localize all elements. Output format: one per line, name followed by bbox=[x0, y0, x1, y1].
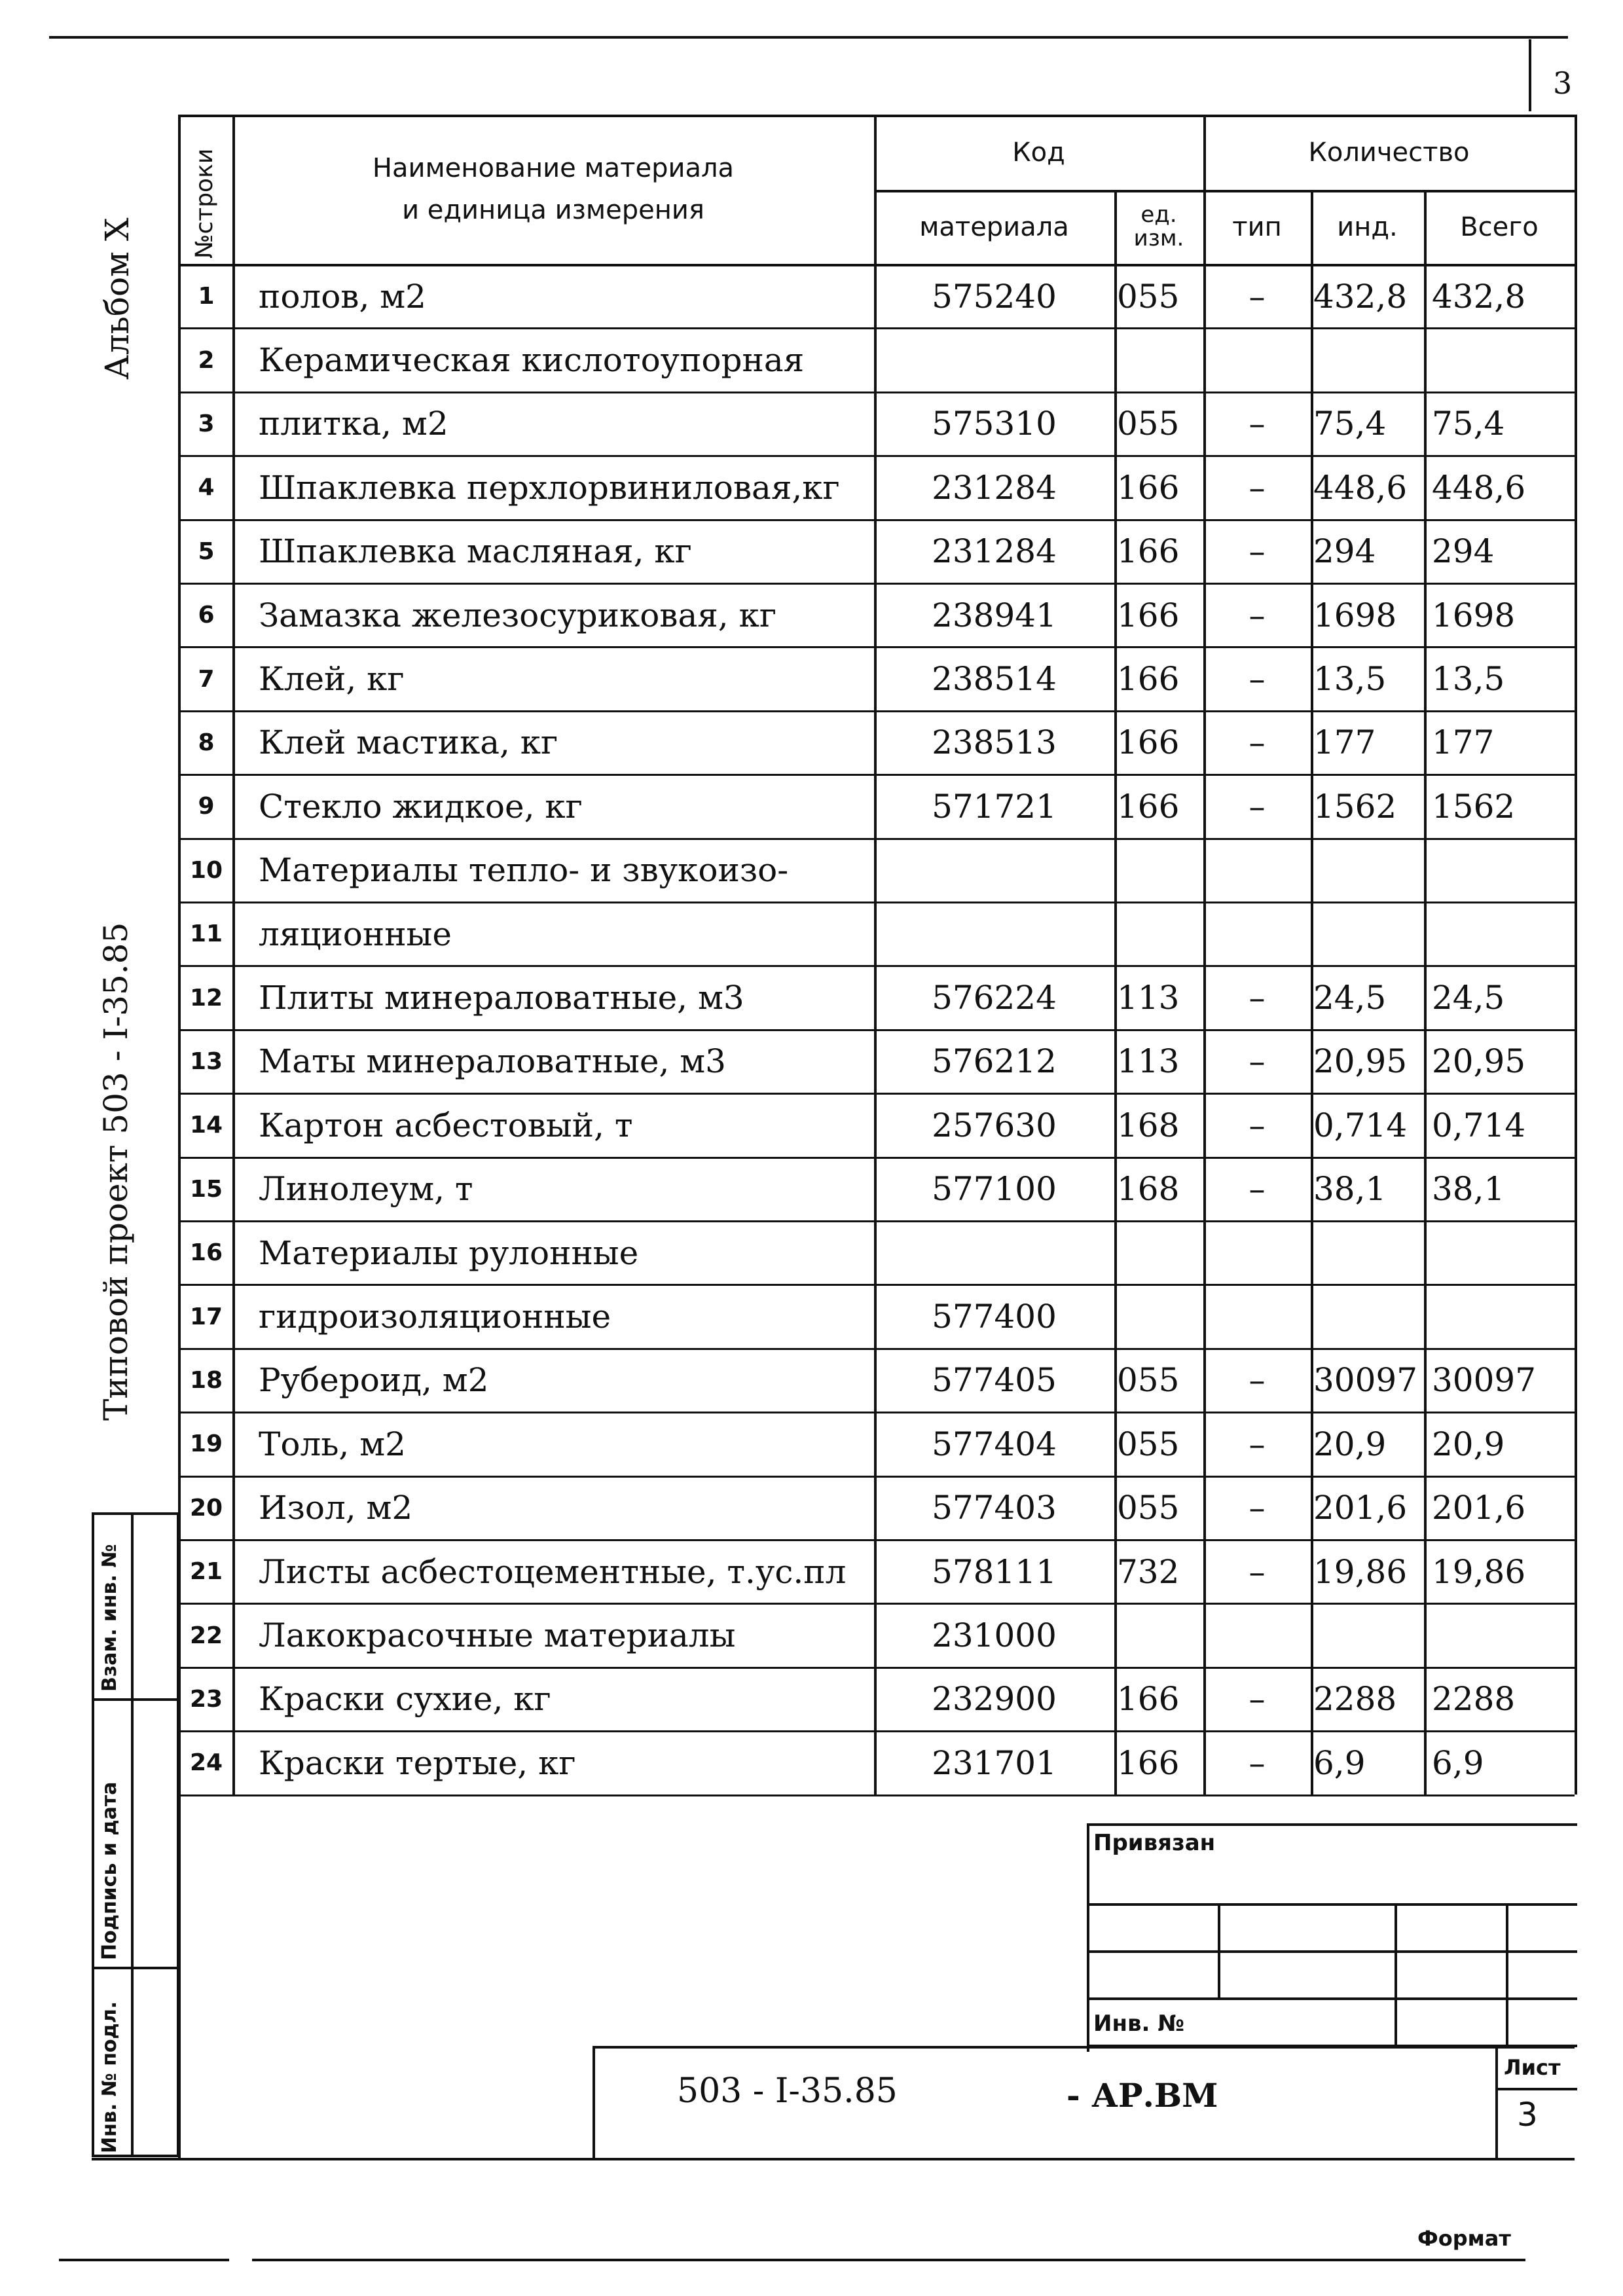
row-type bbox=[1203, 903, 1311, 965]
row-ind: 448,6 bbox=[1313, 468, 1408, 507]
header-quantity: Количество bbox=[1308, 137, 1470, 168]
row-code: 231284 bbox=[932, 468, 1057, 507]
row-total: 75,4 bbox=[1432, 405, 1505, 443]
row-ind: 20,9 bbox=[1313, 1425, 1387, 1463]
row-code bbox=[874, 1222, 1114, 1284]
row-type: – bbox=[1249, 660, 1266, 699]
row-unit: 055 bbox=[1117, 1361, 1180, 1400]
row-ind: 177 bbox=[1313, 723, 1376, 762]
row-type bbox=[1203, 839, 1311, 902]
row-total: 24,5 bbox=[1432, 979, 1505, 1017]
row-type: – bbox=[1249, 1106, 1266, 1144]
row-total bbox=[1432, 1285, 1575, 1347]
row-code bbox=[874, 903, 1114, 965]
row-total: 177 bbox=[1432, 723, 1495, 762]
title-block bbox=[1087, 1823, 1577, 2052]
row-number: 12 bbox=[189, 984, 223, 1011]
footer-rule-right bbox=[252, 2259, 1525, 2261]
row-total: 20,95 bbox=[1432, 1042, 1526, 1081]
row-type: – bbox=[1249, 405, 1266, 443]
row-unit: 055 bbox=[1117, 1489, 1180, 1527]
row-unit bbox=[1117, 1285, 1203, 1347]
row-total: 19,86 bbox=[1432, 1552, 1526, 1591]
row-unit: 166 bbox=[1117, 1743, 1180, 1782]
row-name: Шпаклевка масляная, кг bbox=[259, 532, 692, 571]
row-code: 571721 bbox=[932, 787, 1057, 826]
row-unit bbox=[1117, 839, 1203, 902]
row-unit bbox=[1117, 903, 1203, 965]
row-ind: 201,6 bbox=[1313, 1489, 1408, 1527]
row-total: 13,5 bbox=[1432, 660, 1505, 699]
row-number: 7 bbox=[198, 665, 215, 693]
row-unit: 055 bbox=[1117, 405, 1180, 443]
row-total: 432,8 bbox=[1432, 277, 1526, 316]
row-number: 19 bbox=[189, 1430, 223, 1458]
row-total: 2288 bbox=[1432, 1680, 1516, 1719]
row-number: 16 bbox=[189, 1239, 223, 1267]
row-ind: 24,5 bbox=[1313, 979, 1387, 1017]
row-type: – bbox=[1249, 1425, 1266, 1463]
row-code: 238514 bbox=[932, 660, 1057, 699]
row-code bbox=[874, 839, 1114, 902]
row-unit: 166 bbox=[1117, 468, 1180, 507]
row-type: – bbox=[1249, 1680, 1266, 1719]
row-number: 11 bbox=[189, 920, 223, 948]
project-label: Типовой проект 503 - I-35.85 bbox=[97, 922, 135, 1421]
row-total bbox=[1432, 1604, 1575, 1666]
col-line bbox=[232, 115, 235, 1795]
row-unit: 113 bbox=[1117, 1042, 1180, 1081]
header-name: Наименование материала и единица измерения bbox=[372, 153, 735, 225]
row-name: Маты минераловатные, м3 bbox=[259, 1042, 726, 1081]
row-name: Толь, м2 bbox=[259, 1425, 406, 1463]
row-code: 577400 bbox=[932, 1298, 1057, 1336]
stamp-podpis: Подпись и дата bbox=[98, 1781, 121, 1960]
row-name: полов, м2 bbox=[259, 277, 426, 316]
row-type: – bbox=[1249, 1743, 1266, 1782]
row-ind: 30097 bbox=[1313, 1361, 1418, 1400]
doc-suffix: - АР.ВМ bbox=[1067, 2076, 1218, 2115]
row-number: 10 bbox=[189, 856, 223, 884]
row-line bbox=[180, 1795, 1575, 1796]
inv-no-label: Инв. № bbox=[1093, 2011, 1185, 2037]
row-unit: 168 bbox=[1117, 1170, 1180, 1209]
row-unit: 113 bbox=[1117, 979, 1180, 1017]
row-code: 575240 bbox=[932, 277, 1057, 316]
row-number: 18 bbox=[189, 1366, 223, 1394]
stamp-inv-podl: Инв. № подл. bbox=[98, 2001, 121, 2153]
row-number: 3 bbox=[198, 410, 215, 437]
row-number: 13 bbox=[189, 1048, 223, 1075]
row-unit bbox=[1117, 329, 1203, 391]
doc-code: 503 - I-35.85 bbox=[677, 2071, 898, 2111]
row-total: 0,714 bbox=[1432, 1106, 1526, 1144]
row-name: Рубероид, м2 bbox=[259, 1361, 489, 1400]
row-ind: 294 bbox=[1313, 532, 1376, 571]
row-name: Шпаклевка перхлорвиниловая,кг bbox=[259, 468, 840, 507]
row-unit: 166 bbox=[1117, 660, 1180, 699]
row-name: Клей мастика, кг bbox=[259, 723, 558, 762]
row-name: Стекло жидкое, кг bbox=[259, 787, 583, 826]
row-type: – bbox=[1249, 468, 1266, 507]
row-total bbox=[1432, 903, 1575, 965]
row-type bbox=[1203, 329, 1311, 391]
row-ind: 38,1 bbox=[1313, 1170, 1387, 1209]
header-code-unit: ед. изм. bbox=[1133, 201, 1184, 251]
row-ind: 19,86 bbox=[1313, 1552, 1408, 1591]
row-name: Материалы рулонные bbox=[259, 1233, 639, 1272]
row-code: 577403 bbox=[932, 1489, 1057, 1527]
row-number: 6 bbox=[198, 602, 215, 629]
row-name: Клей, кг bbox=[259, 660, 405, 699]
row-code: 257630 bbox=[932, 1106, 1057, 1144]
row-total: 20,9 bbox=[1432, 1425, 1505, 1463]
row-type: – bbox=[1249, 596, 1266, 634]
row-unit: 168 bbox=[1117, 1106, 1180, 1144]
row-ind: 1562 bbox=[1313, 787, 1397, 826]
row-name: Листы асбестоцементные, т.ус.пл bbox=[259, 1552, 847, 1591]
row-type bbox=[1203, 1604, 1311, 1666]
row-code: 577405 bbox=[932, 1361, 1057, 1400]
album-label: Альбом Х bbox=[98, 217, 136, 380]
row-ind: 1698 bbox=[1313, 596, 1397, 634]
row-total: 294 bbox=[1432, 532, 1495, 571]
row-code: 577100 bbox=[932, 1170, 1057, 1209]
row-type: – bbox=[1249, 532, 1266, 571]
row-ind bbox=[1313, 839, 1424, 902]
row-type bbox=[1203, 1222, 1311, 1284]
row-total: 38,1 bbox=[1432, 1170, 1505, 1209]
row-type: – bbox=[1249, 1170, 1266, 1209]
row-ind bbox=[1313, 903, 1424, 965]
row-name: Материалы тепло- и звукоизо- bbox=[259, 851, 789, 890]
row-unit: 166 bbox=[1117, 532, 1180, 571]
row-unit: 732 bbox=[1117, 1552, 1180, 1591]
row-ind: 0,714 bbox=[1313, 1106, 1408, 1144]
row-total: 1698 bbox=[1432, 596, 1516, 634]
row-number: 9 bbox=[198, 793, 215, 820]
doc-code-box bbox=[593, 2046, 1575, 2160]
row-ind: 13,5 bbox=[1313, 660, 1387, 699]
header-row-no: №строки bbox=[191, 148, 218, 259]
row-ind: 75,4 bbox=[1313, 405, 1387, 443]
row-code: 232900 bbox=[932, 1680, 1057, 1719]
privyazan-label: Привязан bbox=[1093, 1830, 1216, 1856]
row-number: 4 bbox=[198, 474, 215, 501]
row-unit bbox=[1117, 1222, 1203, 1284]
row-name: Изол, м2 bbox=[259, 1489, 413, 1527]
row-number: 2 bbox=[198, 346, 215, 374]
row-code: 231701 bbox=[932, 1743, 1057, 1782]
stamp-vzam: Взам. инв. № bbox=[98, 1544, 121, 1692]
row-type: – bbox=[1249, 1489, 1266, 1527]
row-ind bbox=[1313, 329, 1424, 391]
footer-rule-left bbox=[59, 2259, 229, 2261]
row-unit bbox=[1117, 1604, 1203, 1666]
sheet-number: 3 bbox=[1517, 2096, 1538, 2134]
row-unit: 166 bbox=[1117, 723, 1180, 762]
row-code: 231000 bbox=[932, 1616, 1057, 1655]
row-code: 231284 bbox=[932, 532, 1057, 571]
row-name: Лакокрасочные материалы bbox=[259, 1616, 736, 1655]
sheet-label: Лист bbox=[1504, 2055, 1561, 2080]
row-ind: 6,9 bbox=[1313, 1743, 1366, 1782]
row-number: 8 bbox=[198, 729, 215, 756]
row-name: Краски тертые, кг bbox=[259, 1743, 576, 1782]
row-type: – bbox=[1249, 1361, 1266, 1400]
row-number: 24 bbox=[189, 1749, 223, 1777]
row-code: 578111 bbox=[932, 1552, 1057, 1591]
row-name: гидроизоляционные bbox=[259, 1298, 611, 1336]
row-name: Картон асбестовый, т bbox=[259, 1106, 633, 1144]
row-total: 1562 bbox=[1432, 787, 1516, 826]
header-q-ind: инд. bbox=[1337, 211, 1398, 242]
row-unit: 055 bbox=[1117, 277, 1180, 316]
row-code: 576212 bbox=[932, 1042, 1057, 1081]
row-total bbox=[1432, 1222, 1575, 1284]
row-ind bbox=[1313, 1285, 1424, 1347]
row-name: Керамическая кислотоупорная bbox=[259, 341, 805, 380]
row-total: 30097 bbox=[1432, 1361, 1537, 1400]
row-number: 14 bbox=[189, 1112, 223, 1139]
row-number: 5 bbox=[198, 538, 215, 565]
row-ind bbox=[1313, 1604, 1424, 1666]
header-code: Код bbox=[1012, 137, 1065, 168]
row-type: – bbox=[1249, 723, 1266, 762]
row-unit: 166 bbox=[1117, 596, 1180, 634]
row-code: 576224 bbox=[932, 979, 1057, 1017]
row-total bbox=[1432, 329, 1575, 391]
row-number: 15 bbox=[189, 1175, 223, 1203]
row-number: 17 bbox=[189, 1303, 223, 1330]
row-unit: 166 bbox=[1117, 787, 1180, 826]
row-name: Линолеум, т bbox=[259, 1170, 473, 1209]
format-label: Формат bbox=[1417, 2226, 1511, 2251]
row-code: 577404 bbox=[932, 1425, 1057, 1463]
row-code: 238941 bbox=[932, 596, 1057, 634]
row-ind bbox=[1313, 1222, 1424, 1284]
row-name: Замазка железосуриковая, кг bbox=[259, 596, 777, 634]
row-code: 575310 bbox=[932, 405, 1057, 443]
row-number: 22 bbox=[189, 1622, 223, 1649]
row-type: – bbox=[1249, 979, 1266, 1017]
row-unit: 055 bbox=[1117, 1425, 1180, 1463]
row-total: 448,6 bbox=[1432, 468, 1526, 507]
row-name: ляционные bbox=[259, 915, 452, 953]
row-type bbox=[1203, 1285, 1311, 1347]
row-total: 201,6 bbox=[1432, 1489, 1526, 1527]
col-line bbox=[1575, 115, 1577, 1795]
col-line bbox=[1424, 190, 1427, 1795]
row-number: 23 bbox=[189, 1685, 223, 1713]
header-code-material: материала bbox=[919, 211, 1069, 242]
row-name: плитка, м2 bbox=[259, 405, 448, 443]
row-number: 20 bbox=[189, 1494, 223, 1522]
row-type: – bbox=[1249, 787, 1266, 826]
row-name: Плиты минераловатные, м3 bbox=[259, 979, 744, 1017]
row-unit: 166 bbox=[1117, 1680, 1180, 1719]
row-ind: 20,95 bbox=[1313, 1042, 1408, 1081]
row-total: 6,9 bbox=[1432, 1743, 1484, 1782]
row-type: – bbox=[1249, 277, 1266, 316]
header-q-type: тип bbox=[1232, 211, 1282, 242]
row-type: – bbox=[1249, 1042, 1266, 1081]
row-code: 238513 bbox=[932, 723, 1057, 762]
row-name: Краски сухие, кг bbox=[259, 1680, 551, 1719]
page-number-top: 3 bbox=[1553, 65, 1573, 101]
header-q-total: Всего bbox=[1460, 211, 1539, 242]
row-number: 21 bbox=[189, 1558, 223, 1586]
row-type: – bbox=[1249, 1552, 1266, 1591]
row-total bbox=[1432, 839, 1575, 902]
row-ind: 2288 bbox=[1313, 1680, 1397, 1719]
row-ind: 432,8 bbox=[1313, 277, 1408, 316]
row-number: 1 bbox=[198, 283, 215, 310]
row-code bbox=[874, 329, 1114, 391]
